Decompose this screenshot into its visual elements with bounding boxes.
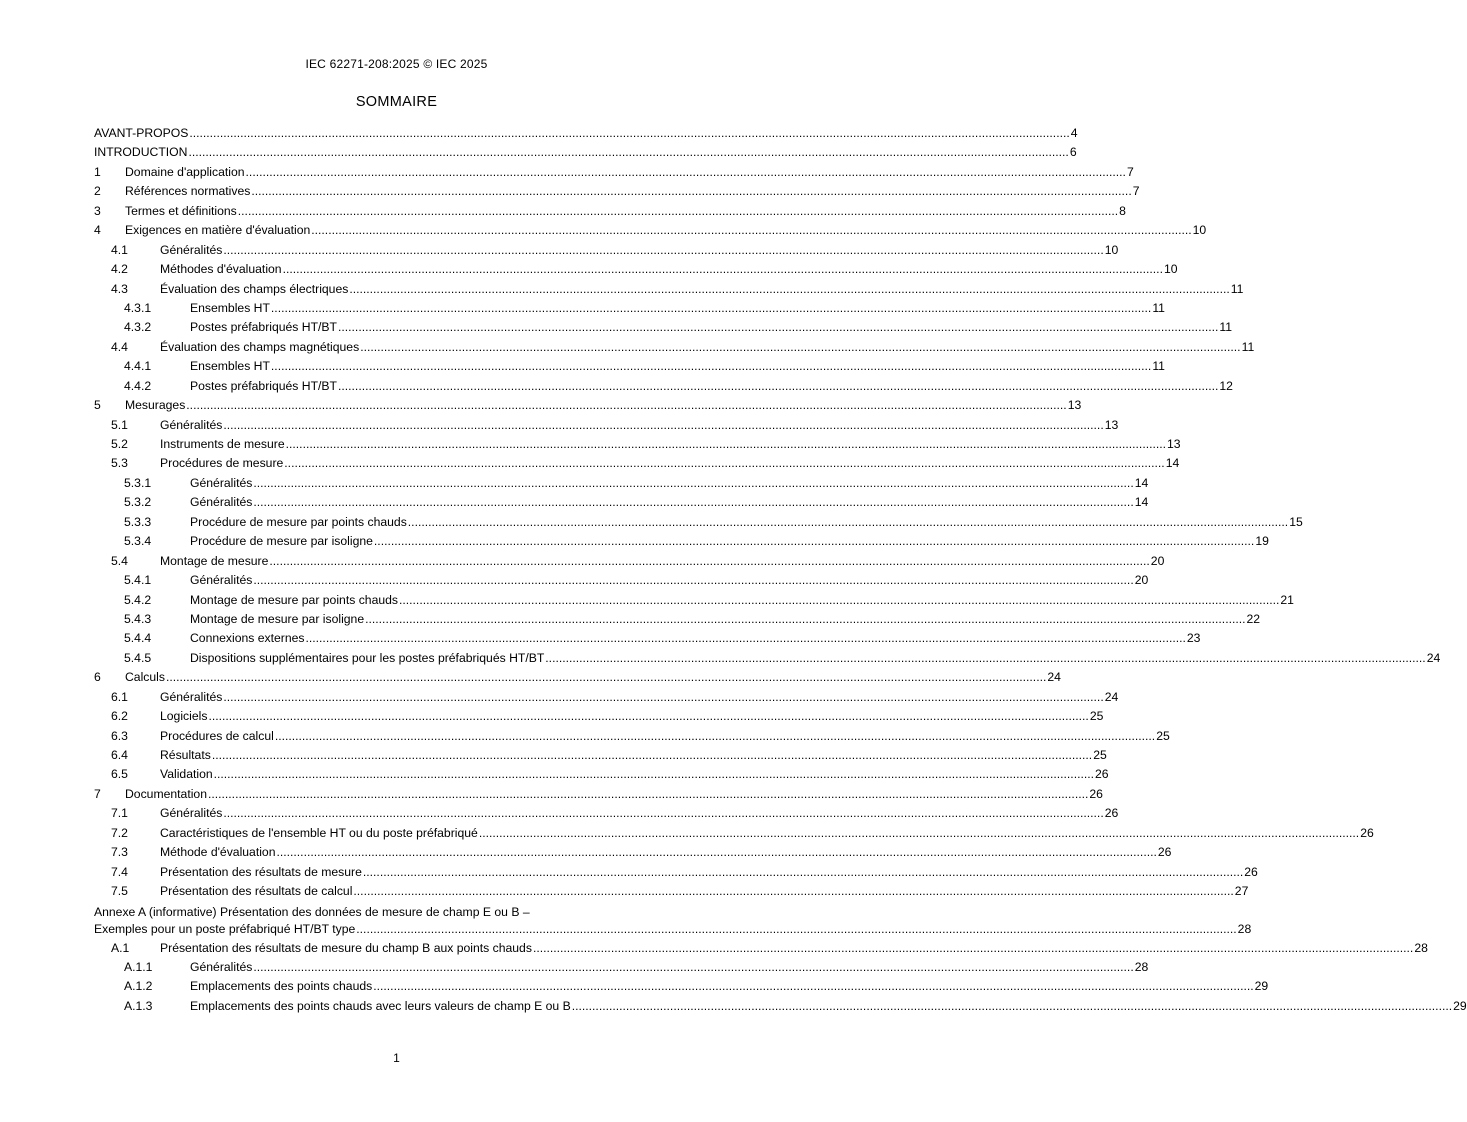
toc-entry-page: 10 xyxy=(1192,223,1207,238)
toc-entry-title: Procédure de mesure par isoligne xyxy=(190,534,373,549)
toc-leader-dots xyxy=(545,649,1425,668)
toc-entry-title: Montage de mesure xyxy=(160,553,269,568)
toc-entry-page: 6 xyxy=(1069,145,1077,160)
toc-entry-title: Mesurages xyxy=(125,398,186,413)
toc-leader-dots xyxy=(223,688,1103,707)
toc-entry-page: 15 xyxy=(1289,514,1303,529)
toc-entry-title: Méthode d'évaluation xyxy=(160,845,276,860)
toc-leader-dots xyxy=(572,997,1452,1016)
toc-entry-title: Montage de mesure par isoligne xyxy=(190,611,365,626)
toc-entry-title: Procédure de mesure par points chauds xyxy=(190,514,407,529)
toc-entry-title: Procédures de mesure xyxy=(160,456,284,471)
page-number: 1 xyxy=(393,1051,400,1065)
toc-entry-number: 5 xyxy=(94,398,101,413)
toc-entry-number: 5.1 xyxy=(111,417,128,432)
toc-entry-page: 26 xyxy=(1104,806,1119,821)
toc-leader-dots xyxy=(253,474,1133,493)
toc-entry-page: 13 xyxy=(1067,398,1082,413)
toc-leader-dots xyxy=(223,804,1103,823)
toc-entry-number: 5.3.1 xyxy=(124,475,152,490)
toc-entry-page: 11 xyxy=(1219,320,1233,335)
toc-entry-page: 26 xyxy=(1157,845,1172,860)
toc-entry-number: 7 xyxy=(94,786,101,801)
toc-entry[interactable] xyxy=(94,513,1303,532)
toc-entry[interactable] xyxy=(94,571,1149,590)
toc-entry-title: INTRODUCTION xyxy=(94,145,188,160)
toc-entry-number: 4.4.1 xyxy=(124,359,152,374)
toc-entry-title: Ensembles HT xyxy=(190,300,270,315)
toc-entry-page: 26 xyxy=(1360,825,1374,840)
toc-leader-dots xyxy=(223,241,1103,260)
toc-leader-dots xyxy=(208,707,1088,726)
toc-entry[interactable] xyxy=(94,649,1441,668)
toc-entry-title: Domaine d'application xyxy=(125,164,245,179)
toc-entry-page: 28 xyxy=(1134,959,1149,974)
toc-entry-title: Résultats xyxy=(160,748,211,762)
toc-entry-number: 5.4.4 xyxy=(124,631,152,646)
toc-entry-title: Caractéristiques de l'ensemble HT ou du poste préfabriqué xyxy=(160,825,478,840)
toc-entry[interactable] xyxy=(94,260,1178,279)
toc-entry-title: Logiciels xyxy=(160,709,208,724)
toc-entry-title: Validation xyxy=(160,767,213,782)
toc-leader-dots xyxy=(253,958,1133,977)
toc-entry-page: 13 xyxy=(1167,437,1181,451)
toc-entry[interactable] xyxy=(94,977,1269,996)
toc-entry[interactable] xyxy=(94,318,1233,337)
toc-leader-dots xyxy=(373,977,1253,996)
toc-entry[interactable] xyxy=(94,182,1140,201)
toc-entry-number: 4.1 xyxy=(111,242,128,257)
toc-entry-title: Procédures de calcul xyxy=(160,728,274,743)
toc-entry-number: 6.4 xyxy=(111,748,128,762)
toc-leader-dots xyxy=(399,591,1279,610)
toc-entry[interactable] xyxy=(94,727,1170,746)
toc-entry-number: 6.5 xyxy=(111,767,128,782)
toc-leader-dots xyxy=(311,221,1191,240)
toc-entry-page: 11 xyxy=(1230,281,1244,296)
toc-annex-page: 28 xyxy=(1237,921,1252,936)
toc-entry-number: 7.1 xyxy=(111,806,128,821)
toc-leader-dots xyxy=(166,668,1046,687)
toc-entry[interactable] xyxy=(94,143,1077,162)
toc-entry-title: Présentation des résultats de mesure xyxy=(160,864,362,879)
toc-annex-text-line2: Exemples pour un poste préfabriqué HT/BT type xyxy=(94,921,356,936)
toc-entry-title: Généralités xyxy=(160,689,223,704)
toc-leader-dots xyxy=(533,939,1413,958)
toc-entry-number: 4.3.2 xyxy=(124,320,152,335)
toc-entry-title: Connexions externes xyxy=(190,631,305,646)
toc-entry-page: 25 xyxy=(1156,728,1170,743)
toc-entry-title: Ensembles HT xyxy=(190,359,270,374)
toc-entry[interactable] xyxy=(94,688,1119,707)
toc-leader-dots xyxy=(189,124,1069,143)
toc-entry-title: Évaluation des champs magnétiques xyxy=(160,339,360,354)
toc-leader-dots xyxy=(212,746,1092,765)
toc-entry[interactable] xyxy=(94,939,1428,958)
toc-entry-page: 11 xyxy=(1152,359,1165,374)
toc-entry-title: Instruments de mesure xyxy=(160,437,285,451)
toc-entry[interactable] xyxy=(94,202,1126,221)
toc-entry[interactable] xyxy=(94,997,1467,1016)
toc-entry-number: 5.4.3 xyxy=(124,611,152,626)
toc-entry-page: 10 xyxy=(1163,262,1178,277)
toc-leader-dots xyxy=(276,843,1156,862)
toc-entry[interactable] xyxy=(94,824,1374,843)
toc-entry-title: Évaluation des champs électriques xyxy=(160,281,349,296)
toc-entry-title: Généralités xyxy=(160,806,223,821)
toc-entry[interactable] xyxy=(94,493,1149,512)
toc-entry-number: 7.2 xyxy=(111,825,128,840)
toc-entry-title: Méthodes d'évaluation xyxy=(160,262,282,277)
toc-entry-title: Présentation des résultats de mesure du champ B aux points chauds xyxy=(160,940,532,955)
toc-entry-page: 29 xyxy=(1254,979,1269,994)
toc-leader-dots xyxy=(251,182,1131,201)
toc-leader-dots xyxy=(275,727,1155,746)
toc-annex-list xyxy=(94,939,1467,1017)
toc-annex-title-line2[interactable] xyxy=(94,920,1252,939)
toc-entry-title: Termes et définitions xyxy=(125,203,237,218)
toc-leader-dots xyxy=(349,280,1229,299)
toc-entry[interactable] xyxy=(94,338,1255,357)
toc-entry-title: Présentation des résultats de calcul xyxy=(160,884,353,899)
toc-entry-number: 7.3 xyxy=(111,845,128,860)
toc-entry-number: 6.3 xyxy=(111,728,128,743)
toc-entry-title: Généralités xyxy=(160,242,223,257)
toc-entry-number: 1 xyxy=(94,164,101,179)
toc-entry-page: 14 xyxy=(1134,495,1149,510)
toc-entry[interactable] xyxy=(94,746,1107,765)
toc-entry-number: 2 xyxy=(94,184,101,199)
toc-leader-dots xyxy=(271,357,1151,376)
toc-main-list xyxy=(94,124,1441,902)
toc-leader-dots xyxy=(306,629,1186,648)
toc-entry-page: 20 xyxy=(1150,553,1165,568)
toc-leader-dots xyxy=(269,552,1149,571)
table-of-contents xyxy=(94,124,1467,1016)
toc-entry-page: 7 xyxy=(1132,184,1140,199)
toc-entry[interactable] xyxy=(94,377,1233,396)
toc-entry-title: Références normatives xyxy=(125,184,251,199)
toc-entry-page: 24 xyxy=(1047,670,1061,685)
toc-entry-title: Emplacements des points chauds avec leurs valeurs de champ E ou B xyxy=(190,998,571,1013)
toc-leader-dots xyxy=(283,260,1163,279)
toc-leader-dots xyxy=(223,416,1103,435)
toc-leader-dots xyxy=(284,454,1164,473)
toc-entry-page: 28 xyxy=(1414,940,1428,955)
toc-entry[interactable] xyxy=(94,765,1109,784)
toc-entry[interactable] xyxy=(94,435,1181,454)
toc-entry-page: 26 xyxy=(1095,767,1109,782)
toc-entry-page: 20 xyxy=(1134,573,1149,588)
toc-entry-number: 5.3 xyxy=(111,456,128,471)
toc-entry[interactable] xyxy=(94,591,1294,610)
toc-entry[interactable] xyxy=(94,707,1104,726)
toc-entry-number: 3 xyxy=(94,203,101,218)
toc-entry-number: A.1.3 xyxy=(124,998,153,1013)
toc-entry-number: 4 xyxy=(94,223,101,238)
toc-entry[interactable] xyxy=(94,804,1119,823)
toc-entry[interactable] xyxy=(94,357,1165,376)
toc-entry-number: 4.4.2 xyxy=(124,378,152,393)
toc-entry-page: 23 xyxy=(1186,631,1201,646)
toc-entry[interactable] xyxy=(94,299,1165,318)
toc-entry-page: 26 xyxy=(1089,786,1103,801)
toc-leader-dots xyxy=(253,571,1133,590)
toc-entry-title: Postes préfabriqués HT/BT xyxy=(190,378,337,393)
toc-entry-page: 25 xyxy=(1089,709,1104,724)
toc-entry[interactable] xyxy=(94,668,1061,687)
toc-entry-title: Postes préfabriqués HT/BT xyxy=(190,320,337,335)
toc-entry-title: Exigences en matière d'évaluation xyxy=(125,223,311,238)
toc-entry-number: 7.4 xyxy=(111,864,128,879)
toc-entry-number: 5.4.5 xyxy=(124,650,152,665)
toc-leader-dots xyxy=(214,765,1094,784)
toc-entry[interactable] xyxy=(94,163,1134,182)
toc-entry-number: 4.3.1 xyxy=(124,300,152,315)
toc-leader-dots xyxy=(365,610,1245,629)
toc-entry[interactable] xyxy=(94,221,1207,240)
toc-entry-page: 21 xyxy=(1280,592,1294,607)
toc-leader-dots xyxy=(188,143,1068,162)
toc-leader-dots xyxy=(363,863,1243,882)
toc-entry-page: 25 xyxy=(1093,748,1107,762)
toc-leader-dots xyxy=(356,920,1236,939)
toc-entry[interactable] xyxy=(94,532,1269,551)
toc-entry-title: Généralités xyxy=(190,475,253,490)
toc-entry-number: 4.3 xyxy=(111,281,128,296)
toc-title: SOMMAIRE xyxy=(355,94,438,110)
toc-entry-page: 13 xyxy=(1104,417,1119,432)
toc-entry[interactable] xyxy=(94,241,1119,260)
toc-entry-page: 19 xyxy=(1255,534,1269,549)
toc-leader-dots xyxy=(360,338,1240,357)
toc-leader-dots xyxy=(338,318,1218,337)
toc-entry-number: 5.4.1 xyxy=(124,573,152,588)
toc-entry-number: 5.3.3 xyxy=(124,514,152,529)
toc-leader-dots xyxy=(353,882,1233,901)
toc-entry-number: 6.2 xyxy=(111,709,128,724)
toc-entry[interactable] xyxy=(94,396,1082,415)
toc-entry-page: 24 xyxy=(1104,689,1119,704)
toc-entry-number: A.1.2 xyxy=(124,979,153,994)
toc-entry-page: 29 xyxy=(1453,998,1467,1013)
toc-entry[interactable] xyxy=(94,280,1244,299)
toc-entry[interactable] xyxy=(94,629,1201,648)
toc-entry-page: 11 xyxy=(1241,339,1255,354)
toc-entry-number: 5.4 xyxy=(111,553,128,568)
toc-leader-dots xyxy=(286,435,1166,454)
toc-entry[interactable] xyxy=(94,416,1119,435)
toc-entry[interactable] xyxy=(94,843,1172,862)
toc-entry-page: 24 xyxy=(1426,650,1441,665)
toc-entry-page: 8 xyxy=(1119,203,1126,218)
toc-leader-dots xyxy=(271,299,1151,318)
toc-entry-title: Montage de mesure par points chauds xyxy=(190,592,398,607)
toc-entry-title: Documentation xyxy=(125,786,207,801)
toc-leader-dots xyxy=(408,513,1288,532)
toc-entry-page: 14 xyxy=(1165,456,1180,471)
toc-entry-page: 7 xyxy=(1126,164,1134,179)
toc-entry-title: Emplacements des points chauds xyxy=(190,979,373,994)
toc-leader-dots xyxy=(208,785,1088,804)
toc-entry-number: 4.4 xyxy=(111,339,128,354)
toc-entry-title: Généralités xyxy=(190,495,253,510)
toc-entry-page: 10 xyxy=(1104,242,1119,257)
document-header: IEC 62271-208:2025 © IEC 2025 xyxy=(305,57,488,71)
toc-leader-dots xyxy=(253,493,1133,512)
toc-entry[interactable] xyxy=(94,474,1149,493)
toc-entry-page: 4 xyxy=(1070,126,1078,140)
toc-entry-number: 6 xyxy=(94,670,101,685)
toc-entry-title: Généralités xyxy=(190,959,253,974)
toc-entry-number: 4.2 xyxy=(111,262,128,277)
toc-entry-page: 14 xyxy=(1134,475,1149,490)
toc-entry-page: 11 xyxy=(1152,300,1165,315)
toc-entry-page: 26 xyxy=(1244,864,1258,879)
toc-entry-number: 5.3.2 xyxy=(124,495,152,510)
toc-entry-number: 5.4.2 xyxy=(124,592,152,607)
toc-entry-number: 6.1 xyxy=(111,689,128,704)
toc-entry-number: 5.2 xyxy=(111,437,128,451)
toc-entry-title: Généralités xyxy=(190,573,253,588)
toc-entry-number: 7.5 xyxy=(111,884,128,899)
toc-leader-dots xyxy=(479,824,1359,843)
toc-entry-number: A.1.1 xyxy=(124,959,153,974)
toc-entry[interactable] xyxy=(94,124,1078,143)
toc-entry-number: 5.3.4 xyxy=(124,534,152,549)
toc-leader-dots xyxy=(338,377,1218,396)
toc-leader-dots xyxy=(186,396,1066,415)
toc-entry-title: AVANT-PROPOS xyxy=(94,126,189,140)
toc-annex-text-line1: Annexe A (informative) Présentation des données de mesure de champ E ou B – xyxy=(94,904,530,919)
toc-entry[interactable] xyxy=(94,454,1180,473)
toc-entry[interactable] xyxy=(94,610,1261,629)
toc-leader-dots xyxy=(246,163,1126,182)
toc-entry-number: A.1 xyxy=(111,940,130,955)
toc-leader-dots xyxy=(374,532,1254,551)
toc-entry-page: 27 xyxy=(1234,884,1249,899)
toc-entry-title: Dispositions supplémentaires pour les postes préfabriqués HT/BT xyxy=(190,650,545,665)
toc-leader-dots xyxy=(238,202,1118,221)
toc-entry[interactable] xyxy=(94,552,1165,571)
toc-entry-title: Généralités xyxy=(160,417,223,432)
toc-entry[interactable] xyxy=(94,863,1258,882)
toc-entry[interactable] xyxy=(94,882,1249,901)
toc-entry-title: Calculs xyxy=(125,670,165,685)
toc-entry[interactable] xyxy=(94,958,1149,977)
toc-annex-title-line1[interactable] xyxy=(94,904,698,920)
toc-entry-page: 12 xyxy=(1219,378,1233,393)
toc-entry[interactable] xyxy=(94,785,1103,804)
toc-entry-page: 22 xyxy=(1246,611,1261,626)
